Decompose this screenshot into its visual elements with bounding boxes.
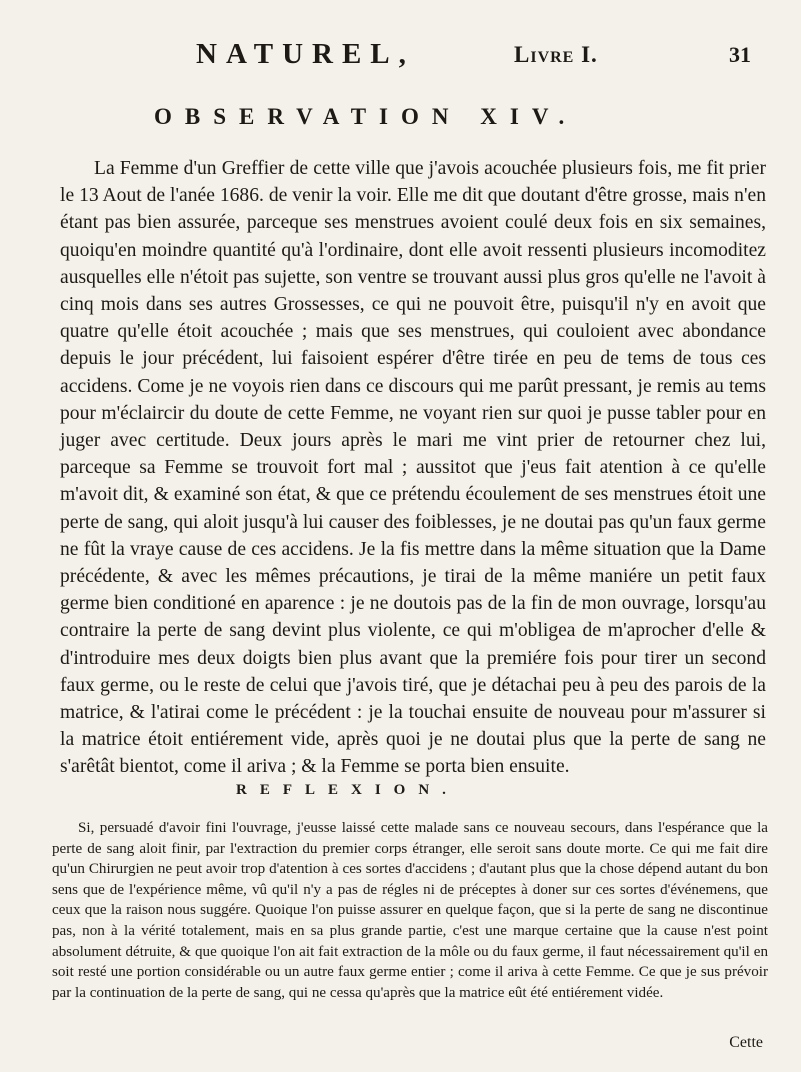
- running-head: [196, 34, 751, 74]
- observation-heading: OBSERVATION XIV.: [154, 104, 578, 129]
- running-head-book: Livre I.: [514, 42, 598, 67]
- page-number: 31: [729, 42, 751, 67]
- reflexion-heading: REFLEXION.: [236, 782, 459, 798]
- running-head-title: NATUREL,: [196, 38, 415, 70]
- reflexion-paragraph: Si, persuadé d'avoir fini l'ouvrage, j'eusse laissé cette malade sans ce nouveau secours, dans l'espérance que la perte de sang aloit finir, par l'extraction du premier corps étranger, elle seroit sans doute morte. Ce qui me fait dire qu'un Chirurgien ne peut avoir trop d'atention à ces sortes d'accidens ; d'autant plus que la chose dépend autant du bon sens que de l'expérience même, vû qu'il n'y a pas de régles ni de préceptes à doner sur ces sortes d'événemens, que ceux que la raison nous suggére. Quoique l'on puisse assurer en quelque façon, que si la perte de sang ne discontinue pas, non à la vérité totalement, mais en sa plus grande partie, c'est une marque certaine que la cause n'est point absolument détruite, & que quoique l'on ait fait extraction de la môle ou du faux germe, il faut nécessairement qu'il en soit resté une portion considérable ou un autre faux germe entier ; come il ariva à cette Femme. Ce que je sus prévoir par la continuation de la perte de sang, qui ne cessa qu'après que la matrice eût été entiérement vidée.: [52, 820, 768, 1001]
- observation-paragraph: La Femme d'un Greffier de cette ville que j'avois acouchée plusieurs fois, me fit prier le 13 Aout de l'anée 1686. de venir la voir. Elle me dit que doutant d'être grosse, mais n'en étant pas bien assurée, parceque ses menstrues avoient coulé deux fois en six semaines, quoiqu'en moindre quantité qu'à l'ordinaire, dont elle avoit ressenti plusieurs incomoditez ausquelles elle n'étoit pas sujette, son ventre se trouvant aussi plus gros qu'elle ne l'avoit à cinq mois dans ses autres Grossesses, ce qui ne pouvoit être, puisqu'il n'y en avoit que quatre qu'elle étoit acouchée ; mais que ses menstrues, qui couloient avec abondance depuis le jour précédent, lui faisoient espérer d'être tirée en peu de tems de tous ces accidens. Come je ne voyois rien dans ce discours qui me parût pressant, je remis au tems pour m'éclaircir du doute de cette Femme, ne voyant rien sur quoi je pusse tabler pour en juger avec certitude. Deux jours après le mari me vint prier de retourner chez lui, parceque sa Femme se trouvoit fort mal ; aussitot que j'eus fait atention à ce qu'elle m'avoit dit, & examiné son état, & que ce prétendu écoulement de ses menstrues étoit une perte de sang, qui aloit jusqu'à lui causer des foiblesses, je ne doutai pas qu'un faux germe ne fût la vraye cause de ces accidens. Je la fis mettre dans la même situation que la Dame précédente, & avec les mêmes précautions, je tirai de la même maniére un petit faux germe bien conditioné en aparence : je ne doutois pas de la fin de mon ouvrage, lorsqu'au contraire la perte de sang devint plus violente, ce qui m'obligea de m'aprocher d'elle & d'introduire mes deux doigts bien plus avant que la premiére fois pour tirer un second faux germe, ou le reste de celui que j'avois tiré, que je détachai peu à peu des parois de la matrice, & l'atirai come le précédent : je la touchai ensuite de nouveau pour m'assurer si la matrice étoit entiérement vide, après quoi je ne doutai plus que la perte de sang ne s'arêtât bientot, come il ariva ; & la Femme se porta bien ensuite.: [60, 158, 766, 778]
- catchword: Cette: [729, 1034, 763, 1051]
